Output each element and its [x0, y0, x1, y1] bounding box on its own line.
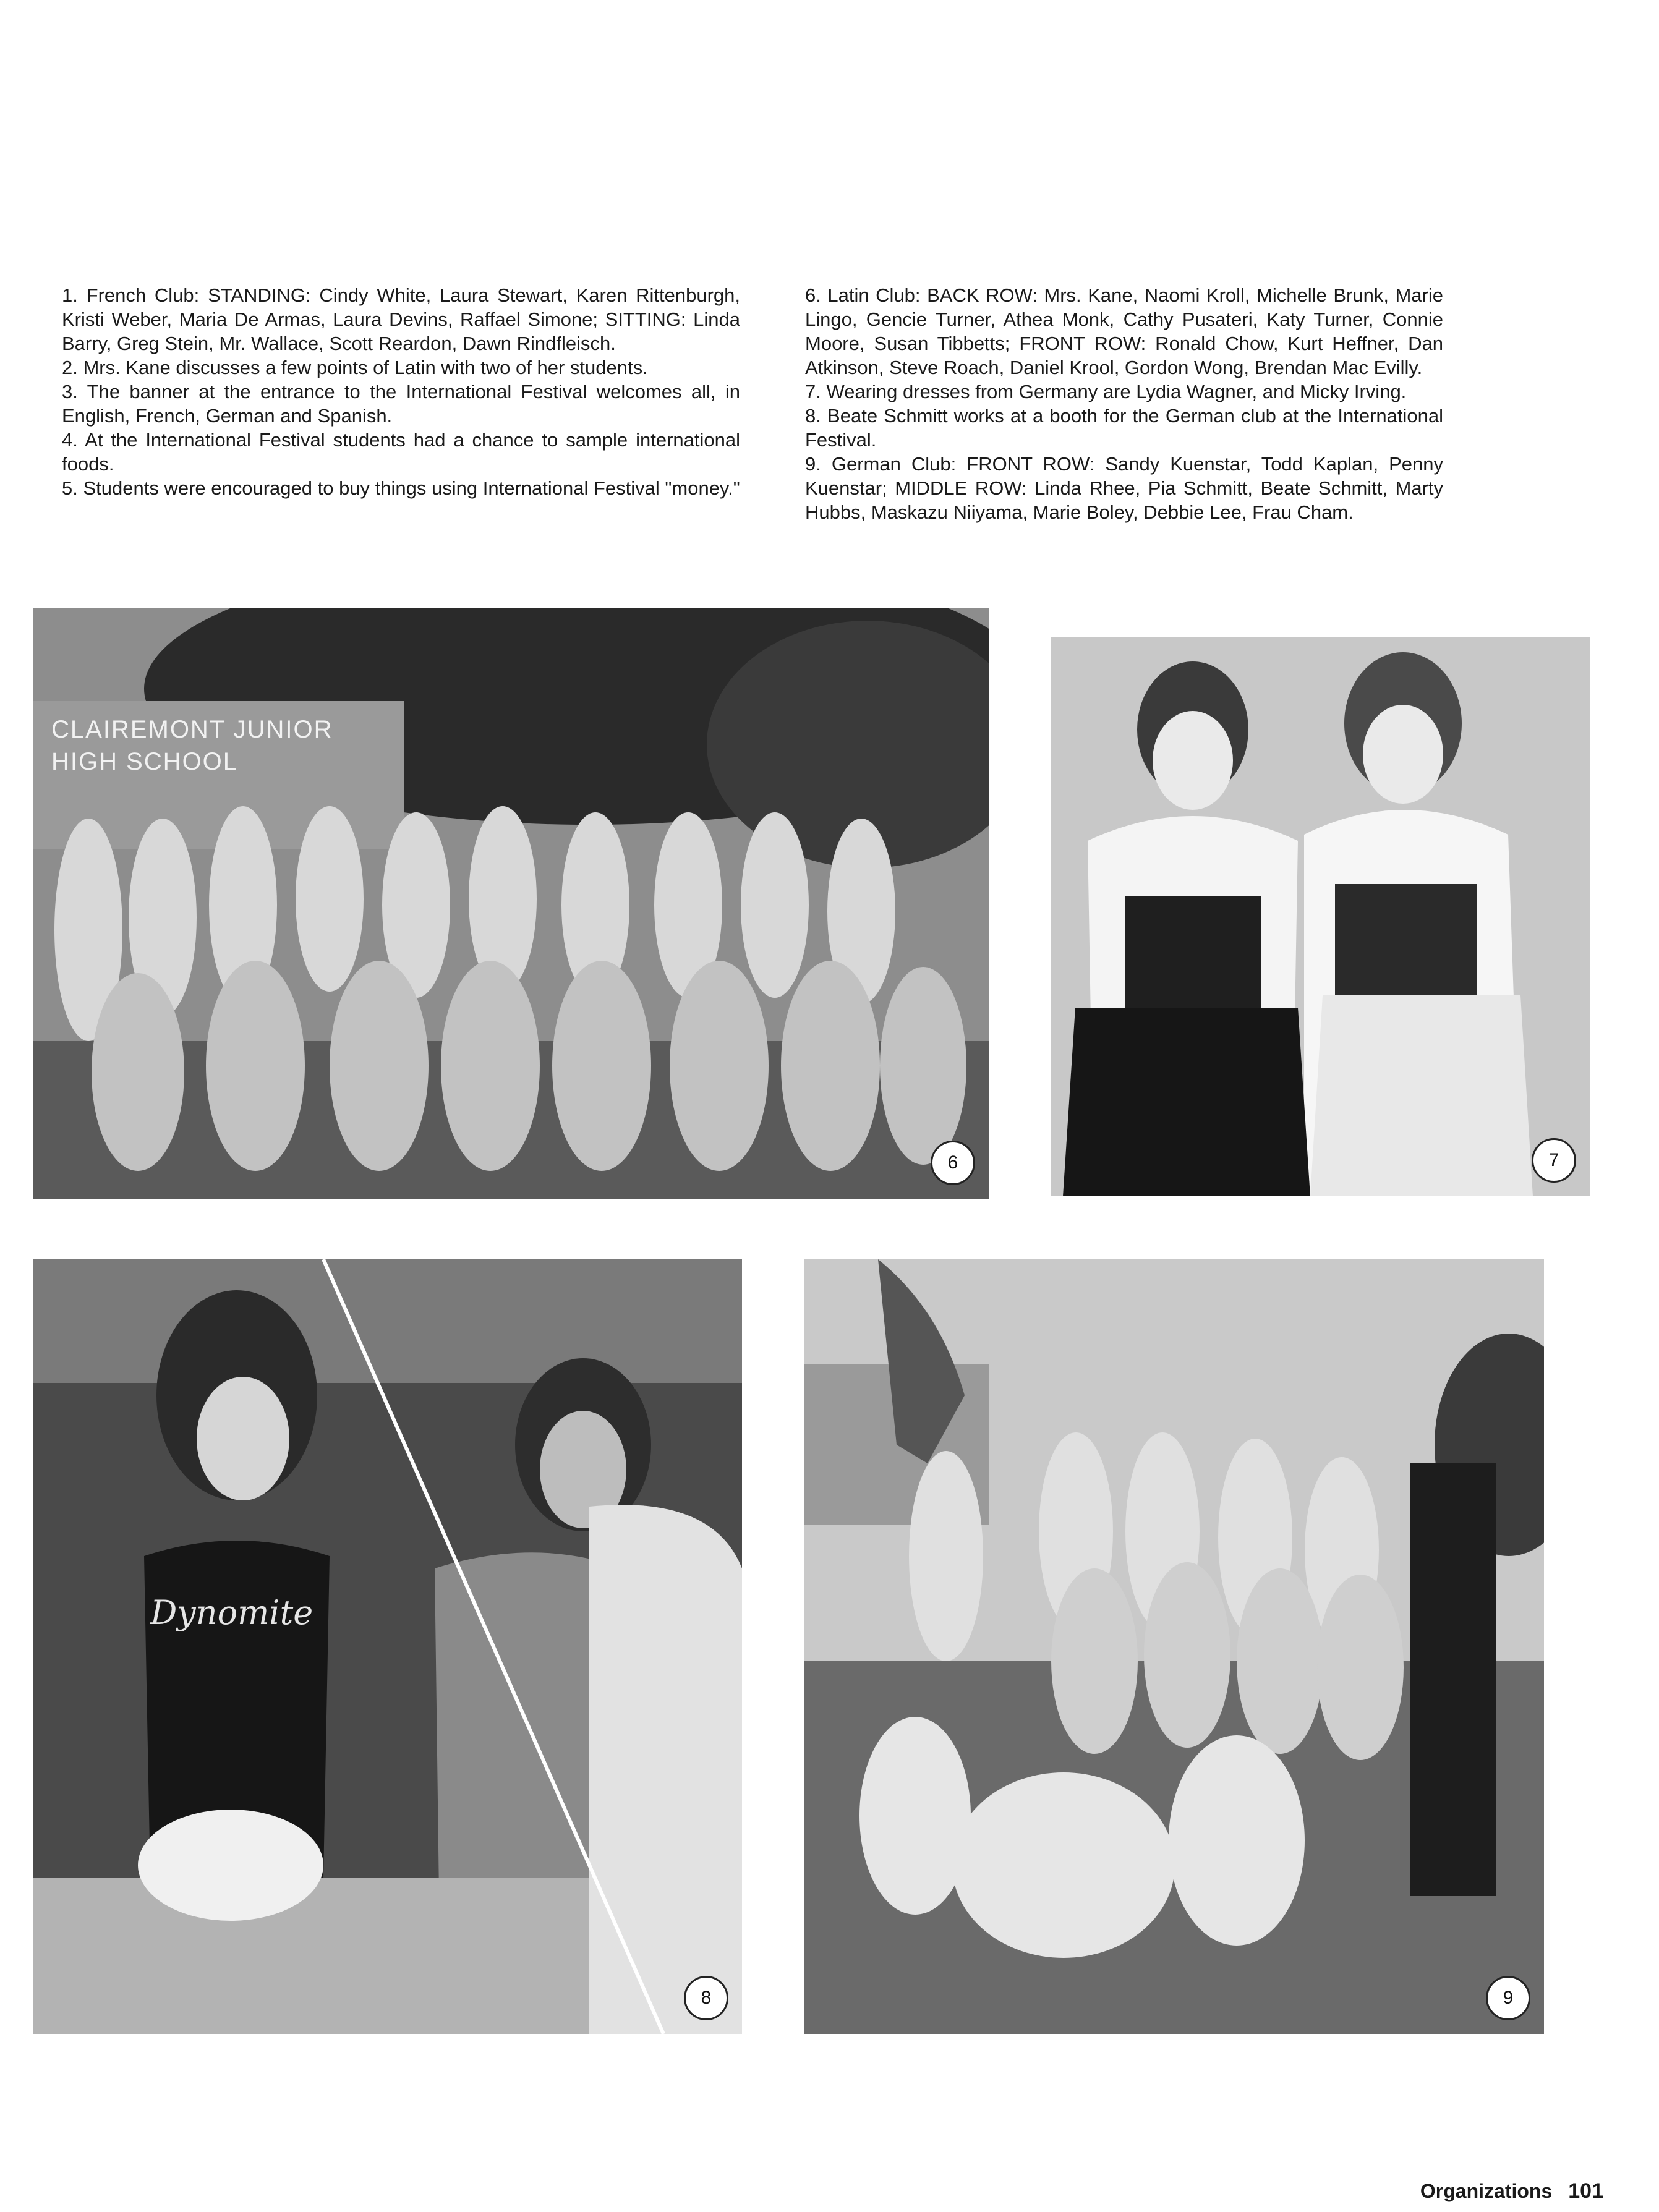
page-number: 101	[1568, 2179, 1603, 2203]
shirt-text: Dynomite	[150, 1593, 313, 1632]
photo-festival-booth	[33, 1259, 742, 2034]
section-title: Organizations	[1420, 2180, 1553, 2202]
caption-6: 6. Latin Club: BACK ROW: Mrs. Kane, Naomi Kroll, Michelle Brunk, Marie Lingo, Gencie Turner, Athea Monk, Cathy Pusateri, Katy Turner, Connie Moore, Susan Tibbetts; FRONT ROW: Ronald Chow, Kurt Heffner, Dan Atkinson, Steve Roach, Daniel Krool, Gordon Wong, Brendan Mac Evilly.	[805, 284, 1443, 378]
photo-number-badge: 8	[684, 1976, 728, 2020]
caption-9: 9. German Club: FRONT ROW: Sandy Kuenstar, Todd Kaplan, Penny Kuenstar; MIDDLE ROW: Linda Rhee, Pia Schmitt, Beate Schmitt, Marty Hubbs, Maskazu Niiyama, Marie Boley, Debbie Lee, Frau Cham.	[805, 453, 1443, 523]
page-footer	[1420, 2179, 1603, 2203]
photo-6-image	[33, 608, 989, 1199]
photo-german-dresses	[1051, 637, 1590, 1196]
caption-5: 5. Students were encouraged to buy things using International Festival "money."	[62, 477, 740, 499]
photo-number-badge: 7	[1532, 1138, 1576, 1183]
photo-9-image	[804, 1259, 1544, 2034]
caption-column-right	[805, 283, 1443, 524]
caption-4: 4. At the International Festival students had a chance to sample international foods.	[62, 429, 740, 475]
caption-1: 1. French Club: STANDING: Cindy White, Laura Stewart, Karen Rittenburgh, Kristi Weber, Maria De Armas, Laura Devins, Raffael Simone; SITTING: Linda Barry, Greg Stein, Mr. Wallace, Scott Reardon, Dawn Rindfleisch.	[62, 284, 740, 354]
photo-german-club-group	[804, 1259, 1544, 2034]
photo-number-badge: 6	[931, 1141, 975, 1185]
caption-column-left	[62, 283, 740, 500]
school-sign-text: CLAIREMONT JUNIOR HIGH SCHOOL	[51, 716, 333, 775]
photo-8-image	[33, 1259, 742, 2034]
caption-2: 2. Mrs. Kane discusses a few points of Latin with two of her students.	[62, 357, 648, 378]
photo-number-badge: 9	[1486, 1976, 1530, 2020]
caption-8: 8. Beate Schmitt works at a booth for the German club at the International Festival.	[805, 405, 1443, 451]
caption-3: 3. The banner at the entrance to the International Festival welcomes all, in English, French, German and Spanish.	[62, 381, 740, 427]
photo-7-image	[1051, 637, 1590, 1196]
caption-7: 7. Wearing dresses from Germany are Lydia Wagner, and Micky Irving.	[805, 381, 1407, 402]
photo-latin-club-group	[33, 608, 989, 1199]
